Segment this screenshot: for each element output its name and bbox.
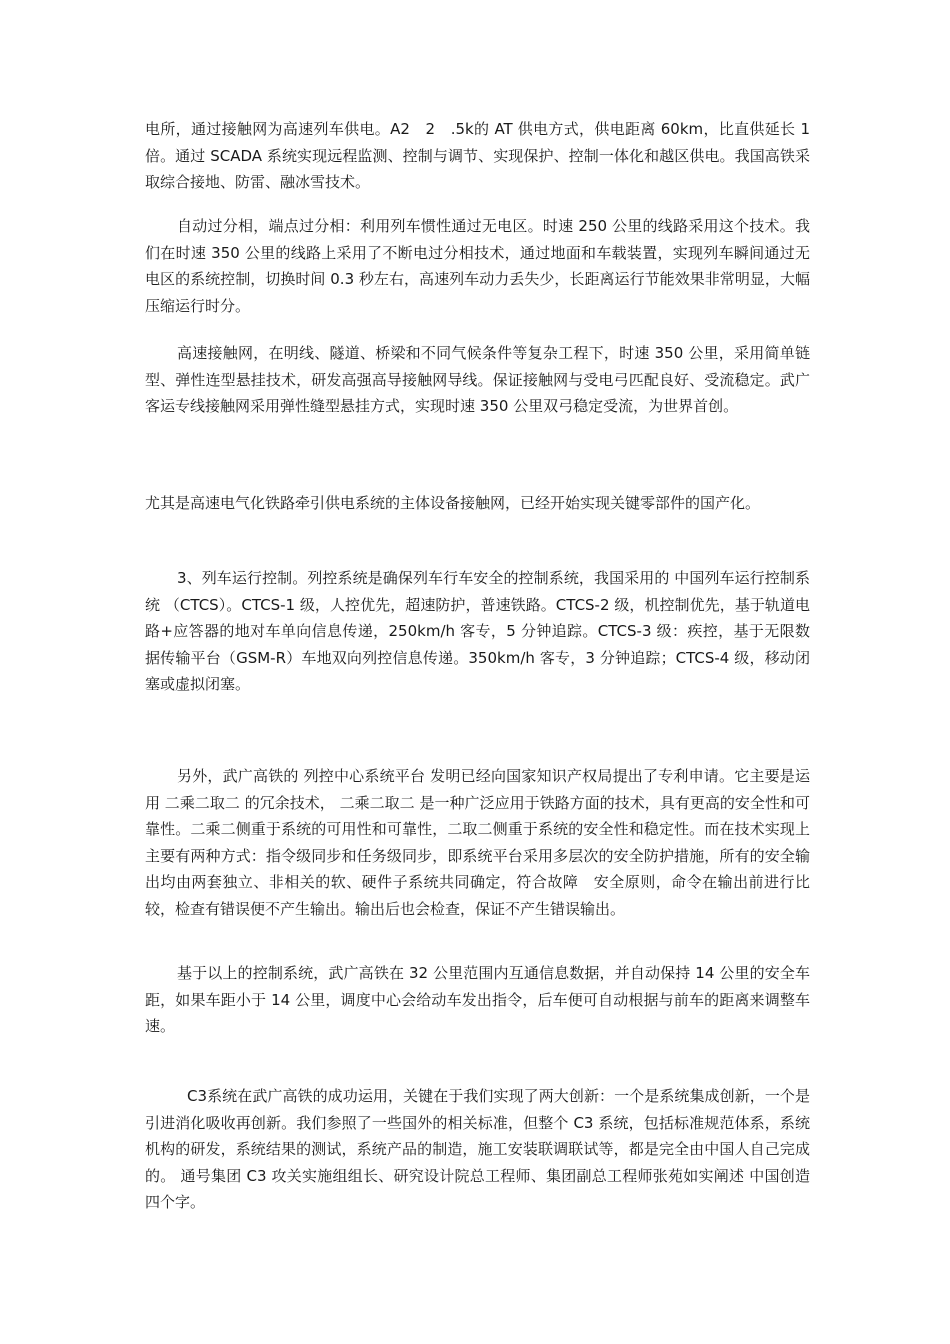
paragraph-catenary: 高速接触网，在明线、隧道、桥梁和不同气候条件等复杂工程下，时速 350 公里，采用简单链型、弹性连型悬挂技术，研发高强高导接触网导线。保证接触网与受电弓匹配良好、受流稳定。武广客运专线接触网采用弹性缝型悬挂方式，实现时速 350 公里双弓稳定受流，为世界首创。 (145, 344, 810, 415)
paragraph-localization: 尤其是高速电气化铁路牵引供电系统的主体设备接触网，已经开始实现关键零部件的国产化。 (145, 494, 761, 512)
paragraph-power-supply: 电所，通过接触网为高速列车供电。A2 2 .5k的 AT 供电方式，供电距离 60km，比直供延长 1 倍。通过 SCADA 系统实现远程监测、控制与调节、实现保护、控制一体化和越区供电。我国高铁采取综合接地、防雷、融冰雪技术。 (145, 120, 810, 191)
paragraph-train-control: 3、列车运行控制。列控系统是确保列车行车安全的控制系统，我国采用的 中国列车运行控制系统 （CTCS）。CTCS-1 级，人控优先，超速防护，普速铁路。CTCS-2 级，机控制优先，基于轨道电路+应答器的地对车单向信息传递，250km/h 客专，5 分钟追踪。CTCS-3 级：疾控，基于无限数据传输平台（GSM-R）车地双向列控信息传递。350km/h 客专，3 分钟追踪；CTCS-4 级，移动闭塞或虚拟闭塞。 (145, 569, 810, 693)
paragraph-patent: 另外，武广高铁的 列控中心系统平台 发明已经向国家知识产权局提出了专利申请。它主要是运用 二乘二取二 的冗余技术， 二乘二取二 是一种广泛应用于铁路方面的技术，具有更高的安全性和可靠性。二乘二侧重于系统的可用性和可靠性，二取二侧重于系统的安全性和稳定性。而在技术实现上主要有两种方式：指令级同步和任务级同步，即系统平台采用多层次的安全防护措施，所有的安全输出均由两套独立、非相关的软、硬件子系统共同确定，符合故障 安全原则，命令在输出前进行比较，检查有错误便不产生输出。输出后也会检查，保证不产生错误输出。 (145, 767, 810, 918)
paragraph-safe-distance: 基于以上的控制系统，武广高铁在 32 公里范围内互通信息数据，并自动保持 14 公里的安全车距，如果车距小于 14 公里，调度中心会给动车发出指令，后车便可自动根据与前车的距离来调整车速。 (145, 964, 810, 1035)
paragraph-phase-separation: 自动过分相，端点过分相：利用列车惯性通过无电区。时速 250 公里的线路采用这个技术。我们在时速 350 公里的线路上采用了不断电过分相技术，通过地面和车载装置，实现列车瞬间通过无电区的系统控制，切换时间 0.3 秒左右，高速列车动力丢失少，长距离运行节能效果非常明显，大幅压缩运行时分。 (145, 217, 810, 315)
paragraph-c3-innovation: C3系统在武广高铁的成功运用，关键在于我们实现了两大创新：一个是系统集成创新，一个是引进消化吸收再创新。我们参照了一些国外的相关标准，但整个 C3 系统，包括标准规范体系，系统机构的研发，系统结果的测试，系统产品的制造，施工安装联调联试等，都是完全由中国人自己完成的。 通号集团 C3 攻关实施组组长、研究设计院总工程师、集团副总工程师张苑如实阐述 中国创造 四个字。 (145, 1087, 810, 1211)
